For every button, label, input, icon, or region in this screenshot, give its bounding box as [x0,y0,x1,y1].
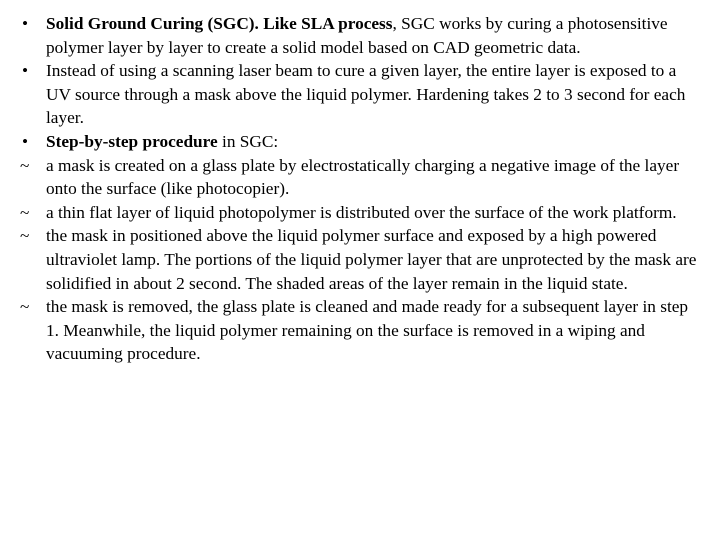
list-item-bold-text: Solid Ground Curing (SGC). Like SLA process [46,14,393,33]
list-item-plain-text: a mask is created on a glass plate by electrostatically charging a negative image of the layer onto the surface (like photocopier). [46,155,680,199]
list-item [20,224,700,295]
list-item-text [46,154,700,201]
bullet-marker: • [22,131,29,151]
list-item-bold-text: Step-by-step procedure [46,131,218,151]
list-item-text [46,295,700,366]
tilde-marker: ~ [20,226,30,246]
list-item [20,201,700,225]
list-item [20,12,700,59]
list-item-plain-text: the mask in positioned above the liquid polymer surface and exposed by a high powered ultraviolet lamp. The portions of the liquid polymer layer that are unprotected by the mask are solidified in about 2 second. The shaded areas of the layer remain in the liquid state. [46,226,697,293]
list-item-plain-text: the mask is removed, the glass plate is cleaned and made ready for a subsequent layer in step 1. Meanwhile, the liquid polymer remaining on the surface is removed in a wiping and vacuuming procedure. [46,297,689,364]
list-item-plain-text: , SGC works by curing a photosensitive polymer layer by layer to create a solid model based on CAD geometric data. [46,14,668,57]
list-item-plain-text: Instead of using a scanning laser beam to cure a given layer, the entire layer is exposed to a UV source through a mask above the liquid polymer. Hardening takes 2 to 3 second for each layer. [46,61,686,128]
tilde-marker: ~ [20,202,30,222]
bullet-marker: • [22,61,29,81]
list-item [20,59,700,130]
bullet-marker: • [22,14,29,33]
list-item-text [46,12,700,59]
tilde-marker: ~ [20,155,30,175]
list-item [20,295,700,366]
list-item-text [46,224,700,295]
slide-body [20,12,700,366]
list-item-text [46,59,700,130]
list-item-text [46,201,700,225]
tilde-marker: ~ [20,297,30,317]
list-item-plain-text: a thin flat layer of liquid photopolymer is distributed over the surface of the work platform. [46,202,677,222]
list-item-text [46,130,700,154]
list-item [20,154,700,201]
list-item-plain-text: in SGC: [217,131,279,151]
list-item [20,130,700,154]
